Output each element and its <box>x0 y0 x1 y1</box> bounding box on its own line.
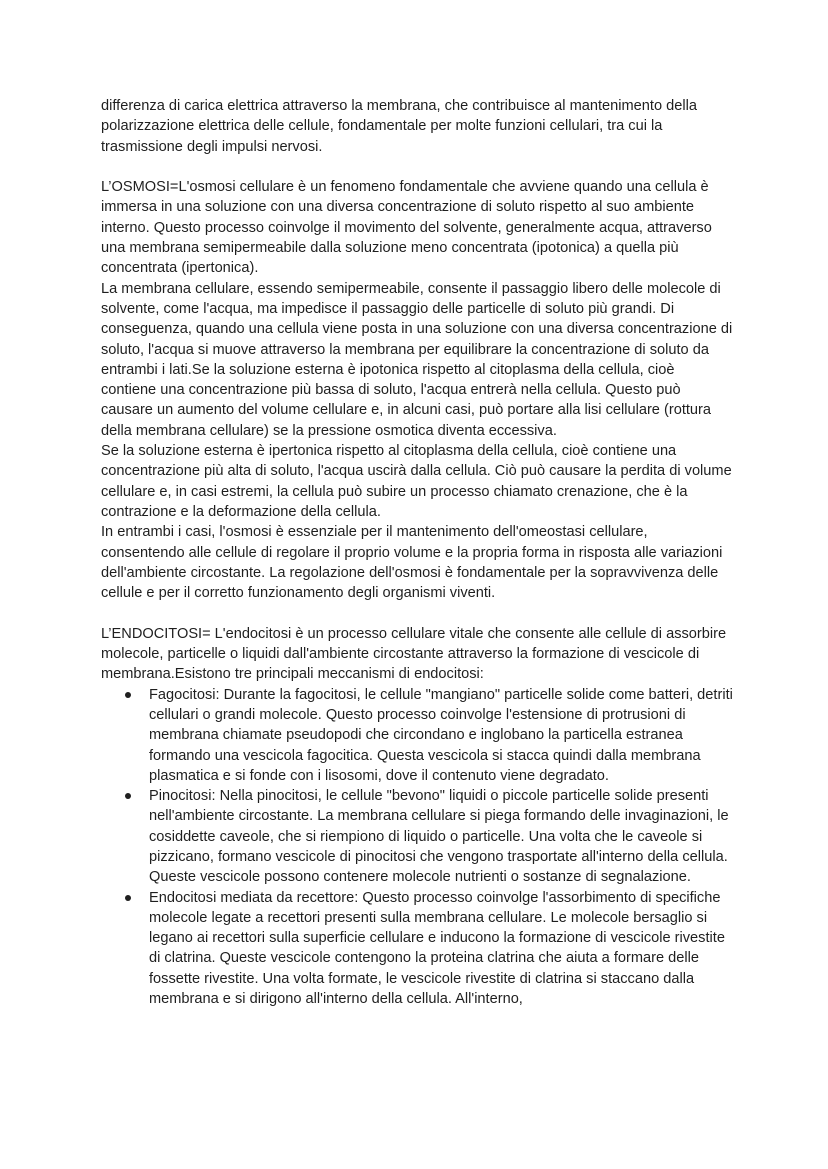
list-item-pinocitosi <box>149 786 733 887</box>
list-item-fagocitosi <box>149 685 733 786</box>
list-item-text: Fagocitosi: Durante la fagocitosi, le cellule "mangiano" particelle solide come batteri, detriti cellulari o grandi molecole. Questo processo coinvolge l'estensione di protrusioni di membrana chiamate pseudopodi che circondano e inglobano la particella estranea formando una vescicola fagocitica. Questa vescicola si stacca quindi dalla membrana plasmatica e si fonde con i lisosomi, dove il contenuto viene degradato. <box>149 686 733 784</box>
intro-paragraph: differenza di carica elettrica attraverso la membrana, che contribuisce al mantenimento della polarizzazione elettrica delle cellule, fondamentale per molte funzioni cellulari, tra cui la trasmissione degli impulsi nervosi. <box>101 98 697 155</box>
osmosi-paragraph-1: L’OSMOSI=L'osmosi cellulare è un fenomeno fondamentale che avviene quando una cellula è immersa in una soluzione con una diversa concentrazione di soluto rispetto al suo ambiente interno. Questo processo coinvolge il movimento del solvente, generalmente acqua, attraverso una membrana semipermeabile dalla soluzione meno concentrata (ipotonica) a quella più concentrata (ipertonica). <box>101 179 712 277</box>
list-item-text: Pinocitosi: Nella pinocitosi, le cellule "bevono" liquidi o piccole particelle solide presenti nell'ambiente circostante. La membrana cellulare si piega formando delle invaginazioni, le cosiddette caveole, che si riempiono di liquido o particelle. Una volta che le caveole si pizzicano, formano vescicole di pinocitosi che vengono trasportate all'interno della cellula. Queste vescicole possono contenere molecole nutrienti o sostanze di segnalazione. <box>149 788 729 886</box>
osmosi-paragraph-3: Se la soluzione esterna è ipertonica rispetto al citoplasma della cellula, cioè contiene una concentrazione più alta di soluto, l'acqua uscirà dalla cellula. Ciò può causare la perdita di volume cellulare e, in casi estremi, la cellula può subire un processo chiamato crenazione, che è la contrazione e la deformazione della cellula. <box>101 443 732 520</box>
osmosi-paragraph-4: In entrambi i casi, l'osmosi è essenziale per il mantenimento dell'omeostasi cellulare, consentendo alle cellule di regolare il proprio volume e la propria forma in risposta alle variazioni dell'ambiente circostante. La regolazione dell'osmosi è fondamentale per la sopravvivenza delle cellule e per il corretto funzionamento degli organismi viventi. <box>101 524 723 602</box>
list-item-text: Endocitosi mediata da recettore: Questo processo coinvolge l'assorbimento di specifiche molecole legate a recettori presenti sulla membrana cellulare. Le molecole bersaglio si legano ai recettori sulla superficie cellulare e inducono la formazione di vescicole rivestite di clatrina. Queste vescicole contengono la proteina clatrina che aiuta a formare delle fossette rivestite. Una volta formate, le vescicole rivestite di clatrina si staccano dalla membrana e si dirigono all'interno della cellula. All'interno, <box>149 889 725 1008</box>
osmosi-paragraph-2: La membrana cellulare, essendo semipermeabile, consente il passaggio libero delle molecole di solvente, come l'acqua, ma impedisce il passaggio delle particelle di soluto più grandi. Di conseguenza, quando una cellula viene posta in una soluzione con una diversa concentrazione di soluto, l'acqua si muove attraverso la membrana per equilibrare la concentrazione di soluto da entrambi i lati.Se la soluzione esterna è ipotonica rispetto al citoplasma della cellula, cioè contiene una concentrazione più bassa di soluto, l'acqua entrerà nella cellula. Questo può causare un aumento del volume cellulare e, in alcuni casi, può portare alla lisi cellulare (rottura della membrana cellulare) se la pressione osmotica diventa eccessiva. <box>101 280 733 439</box>
document-body <box>101 96 733 1009</box>
bullet-icon <box>125 895 131 901</box>
paragraph-spacer <box>101 603 733 623</box>
endocitosi-list <box>101 685 733 1010</box>
bullet-icon <box>125 793 131 799</box>
list-item-endocitosi-recettore <box>149 888 733 1010</box>
endocitosi-intro: L’ENDOCITOSI= L'endocitosi è un processo cellulare vitale che consente alle cellule di assorbire molecole, particelle o liquidi dall'ambiente circostante attraverso la formazione di vescicole di membrana.Esistono tre principali meccanismi di endocitosi: <box>101 625 727 683</box>
osmosi-section <box>101 177 733 603</box>
bullet-icon <box>125 692 131 698</box>
endocitosi-section <box>101 624 733 1010</box>
paragraph-spacer <box>101 157 733 177</box>
